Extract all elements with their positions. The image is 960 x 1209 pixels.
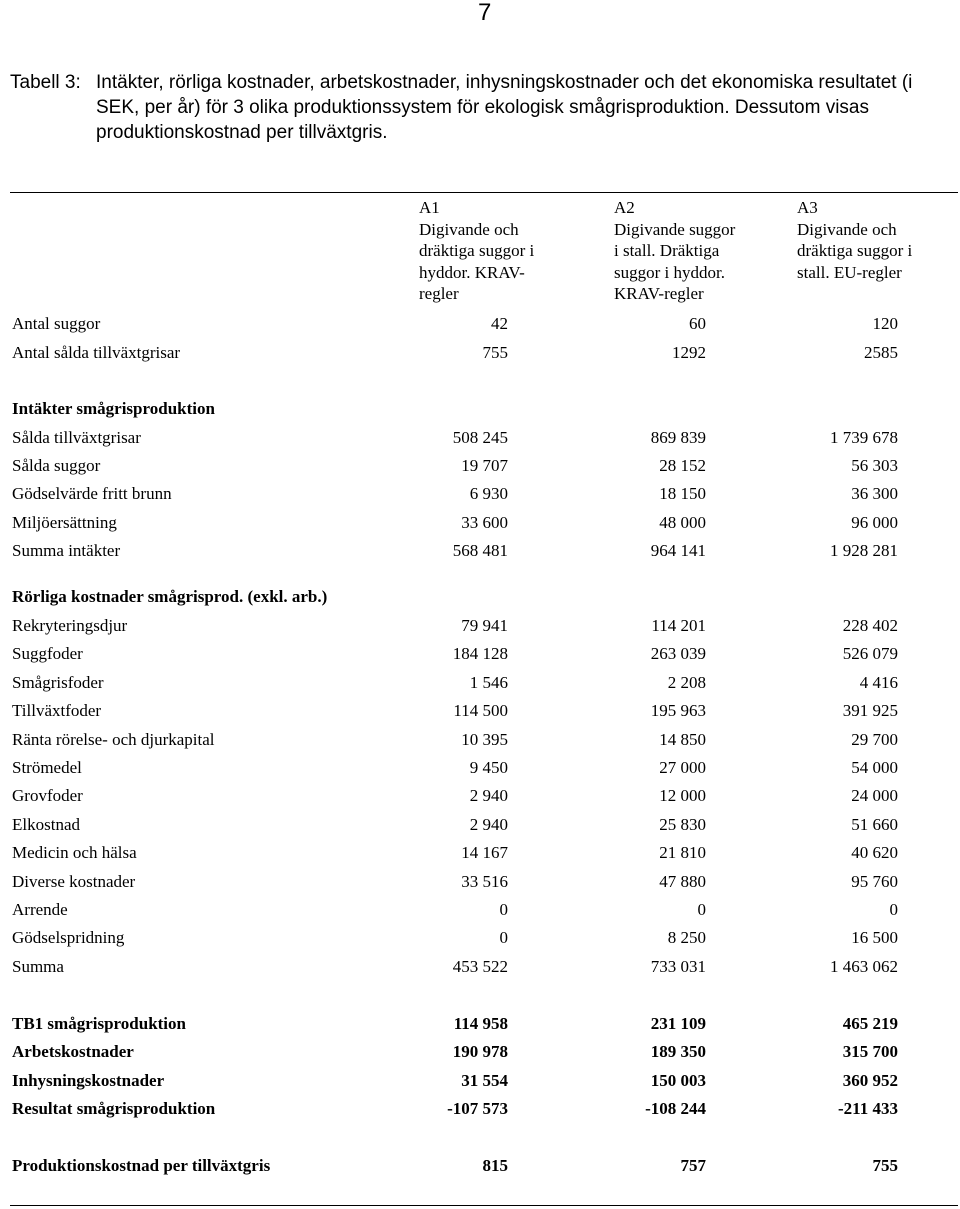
column-desc-line: regler bbox=[419, 284, 459, 303]
row-label: Summa bbox=[12, 957, 64, 976]
row-label: Diverse kostnader bbox=[12, 872, 136, 891]
cell-a1: 0 bbox=[499, 900, 508, 919]
row-label: Antal sålda tillväxtgrisar bbox=[12, 343, 181, 362]
cell-a1: 42 bbox=[491, 314, 508, 333]
cell-a3: 16 500 bbox=[851, 928, 898, 947]
row-label: Arbetskostnader bbox=[12, 1042, 134, 1061]
cell-a1: 2 940 bbox=[469, 815, 508, 834]
cell-a1: -107 573 bbox=[447, 1099, 508, 1118]
table-row bbox=[10, 539, 958, 563]
table-row bbox=[10, 699, 958, 723]
cell-a2: 733 031 bbox=[650, 957, 706, 976]
cell-a2: 47 880 bbox=[659, 872, 706, 891]
cell-a3: 56 303 bbox=[851, 456, 898, 475]
table-row bbox=[10, 1154, 958, 1178]
table-caption bbox=[10, 70, 945, 145]
cell-a1: 31 554 bbox=[461, 1071, 508, 1090]
cell-a3: 0 bbox=[889, 900, 898, 919]
column-header-a1 bbox=[419, 197, 569, 305]
table-row bbox=[10, 756, 958, 780]
cell-a2: 114 201 bbox=[651, 616, 706, 635]
cell-a2: 21 810 bbox=[659, 843, 706, 862]
cell-a3: 465 219 bbox=[842, 1014, 898, 1033]
cell-a2: 2 208 bbox=[667, 673, 706, 692]
cell-a2: 8 250 bbox=[667, 928, 706, 947]
column-desc-line: dräktiga suggor i bbox=[797, 241, 913, 260]
table-row bbox=[10, 397, 958, 421]
column-desc-line: Digivande och bbox=[797, 219, 897, 239]
cell-a3: 51 660 bbox=[851, 815, 898, 834]
cell-a2: 27 000 bbox=[659, 758, 706, 777]
cell-a1: 508 245 bbox=[452, 428, 508, 447]
cell-a3: 228 402 bbox=[842, 616, 898, 635]
cell-a2: 231 109 bbox=[650, 1014, 706, 1033]
row-label: Produktionskostnad per tillväxtgris bbox=[12, 1156, 271, 1175]
table-row bbox=[10, 1040, 958, 1064]
cell-a3: 526 079 bbox=[842, 644, 898, 663]
cell-a2: 0 bbox=[697, 900, 706, 919]
column-desc-line: i stall. Dräktiga bbox=[614, 241, 720, 260]
cell-a3: 4 416 bbox=[859, 673, 898, 692]
cell-a2: 150 003 bbox=[650, 1071, 706, 1090]
cell-a3: 1 463 062 bbox=[830, 957, 898, 976]
column-desc-line: stall. EU-regler bbox=[797, 262, 902, 282]
table-row bbox=[10, 312, 958, 336]
cell-a3: 1 928 281 bbox=[830, 541, 898, 560]
column-desc-line: Digivande suggor bbox=[614, 219, 736, 239]
cell-a1: 19 707 bbox=[461, 456, 508, 475]
cell-a3: 755 bbox=[872, 1156, 898, 1175]
table-row bbox=[10, 813, 958, 837]
cell-a1: 815 bbox=[482, 1156, 508, 1175]
cell-a1: 114 500 bbox=[453, 701, 508, 720]
cell-a1: 114 958 bbox=[453, 1014, 508, 1033]
cell-a1: 1 546 bbox=[469, 673, 508, 692]
row-label: Resultat smågrisproduktion bbox=[12, 1099, 216, 1118]
table-row bbox=[10, 1012, 958, 1036]
cell-a2: -108 244 bbox=[645, 1099, 706, 1118]
cell-a3: -211 433 bbox=[838, 1099, 898, 1118]
cell-a3: 120 bbox=[872, 314, 898, 333]
cell-a3: 391 925 bbox=[842, 701, 898, 720]
cell-a1: 453 522 bbox=[452, 957, 508, 976]
cell-a1: 10 395 bbox=[461, 730, 508, 749]
cell-a2: 869 839 bbox=[650, 428, 706, 447]
table-row bbox=[10, 784, 958, 808]
column-desc-line: KRAV-regler bbox=[614, 284, 704, 303]
cell-a3: 40 620 bbox=[851, 843, 898, 862]
row-label: Gödselspridning bbox=[12, 928, 125, 947]
row-label: Summa intäkter bbox=[12, 541, 121, 560]
cell-a2: 964 141 bbox=[650, 541, 706, 560]
cell-a2: 14 850 bbox=[659, 730, 706, 749]
cell-a3: 2585 bbox=[864, 343, 898, 362]
cell-a1: 190 978 bbox=[452, 1042, 508, 1061]
cell-a3: 360 952 bbox=[842, 1071, 898, 1090]
table-row bbox=[10, 671, 958, 695]
table-row bbox=[10, 482, 958, 506]
cell-a3: 315 700 bbox=[842, 1042, 898, 1061]
cell-a1: 33 600 bbox=[461, 513, 508, 532]
column-desc-line: hyddor. KRAV- bbox=[419, 262, 525, 282]
table-row bbox=[10, 870, 958, 894]
cell-a1: 33 516 bbox=[461, 872, 508, 891]
row-label: Antal suggor bbox=[12, 314, 101, 333]
row-label: Suggfoder bbox=[12, 644, 83, 663]
row-label: Sålda tillväxtgrisar bbox=[12, 428, 141, 447]
row-label: Ränta rörelse- och djurkapital bbox=[12, 730, 215, 749]
row-label: Inhysningskostnader bbox=[12, 1071, 165, 1090]
column-header-a2 bbox=[614, 197, 784, 305]
cell-a2: 60 bbox=[689, 314, 706, 333]
cell-a3: 54 000 bbox=[851, 758, 898, 777]
table-row bbox=[10, 426, 958, 450]
column-header-a3 bbox=[797, 197, 957, 283]
row-label: Rekryteringsdjur bbox=[12, 616, 128, 635]
cell-a1: 9 450 bbox=[469, 758, 508, 777]
cell-a3: 36 300 bbox=[851, 484, 898, 503]
table-row bbox=[10, 614, 958, 638]
cell-a1: 755 bbox=[482, 343, 508, 362]
row-label: Smågrisfoder bbox=[12, 673, 104, 692]
row-label: TB1 smågrisproduktion bbox=[12, 1014, 186, 1033]
table-row bbox=[10, 1097, 958, 1121]
table-row bbox=[10, 955, 958, 979]
table-row bbox=[10, 1069, 958, 1093]
table-row bbox=[10, 728, 958, 752]
row-label: Intäkter smågrisproduktion bbox=[12, 399, 215, 418]
column-code: A1 bbox=[419, 198, 440, 217]
table-row bbox=[10, 898, 958, 922]
column-code: A2 bbox=[614, 198, 635, 217]
cell-a2: 263 039 bbox=[650, 644, 706, 663]
row-label: Miljöersättning bbox=[12, 513, 117, 532]
row-label: Medicin och hälsa bbox=[12, 843, 137, 862]
cell-a2: 195 963 bbox=[650, 701, 706, 720]
cell-a2: 12 000 bbox=[659, 786, 706, 805]
column-desc-line: Digivande och bbox=[419, 219, 519, 239]
row-label: Strömedel bbox=[12, 758, 82, 777]
cell-a1: 79 941 bbox=[461, 616, 508, 635]
cell-a1: 568 481 bbox=[452, 541, 508, 560]
table-row bbox=[10, 511, 958, 535]
cell-a1: 14 167 bbox=[461, 843, 508, 862]
cell-a2: 25 830 bbox=[659, 815, 706, 834]
cell-a1: 184 128 bbox=[452, 644, 508, 663]
table-row bbox=[10, 341, 958, 365]
row-label: Tillväxtfoder bbox=[12, 701, 102, 720]
cell-a1: 6 930 bbox=[469, 484, 508, 503]
table-row bbox=[10, 585, 958, 609]
row-label: Grovfoder bbox=[12, 786, 83, 805]
cell-a1: 2 940 bbox=[469, 786, 508, 805]
cell-a3: 24 000 bbox=[851, 786, 898, 805]
table-row bbox=[10, 841, 958, 865]
cell-a3: 29 700 bbox=[851, 730, 898, 749]
table-top-rule bbox=[10, 192, 958, 193]
cell-a1: 0 bbox=[499, 928, 508, 947]
row-label: Sålda suggor bbox=[12, 456, 101, 475]
cell-a3: 95 760 bbox=[851, 872, 898, 891]
page-number: 7 bbox=[478, 0, 492, 26]
row-label: Arrende bbox=[12, 900, 68, 919]
table-row bbox=[10, 642, 958, 666]
cell-a2: 757 bbox=[680, 1156, 706, 1175]
cell-a2: 1292 bbox=[672, 343, 706, 362]
column-desc-line: dräktiga suggor i bbox=[419, 241, 535, 260]
cell-a3: 1 739 678 bbox=[830, 428, 898, 447]
cell-a2: 28 152 bbox=[659, 456, 706, 475]
cell-a3: 96 000 bbox=[851, 513, 898, 532]
cell-a2: 189 350 bbox=[650, 1042, 706, 1061]
cell-a2: 48 000 bbox=[659, 513, 706, 532]
row-label: Gödselvärde fritt brunn bbox=[12, 484, 172, 503]
row-label: Elkostnad bbox=[12, 815, 80, 834]
row-label: Rörliga kostnader smågrisprod. (exkl. arb.) bbox=[12, 587, 328, 606]
column-desc-line: suggor i hyddor. bbox=[614, 262, 725, 282]
column-code: A3 bbox=[797, 198, 818, 217]
table-bottom-rule bbox=[10, 1205, 958, 1206]
table-row bbox=[10, 454, 958, 478]
table-row bbox=[10, 926, 958, 950]
caption-text: Intäkter, rörliga kostnader, arbetskostnader, inhysningskostnader och det ekonomiska resultatet (i SEK, per år) för 3 olika produktionssystem för ekologisk smågrisproduktion. Dessutom visas produktionskostnad per tillväxtgris. bbox=[96, 72, 913, 143]
caption-label: Tabell 3: bbox=[10, 72, 81, 93]
cell-a2: 18 150 bbox=[659, 484, 706, 503]
